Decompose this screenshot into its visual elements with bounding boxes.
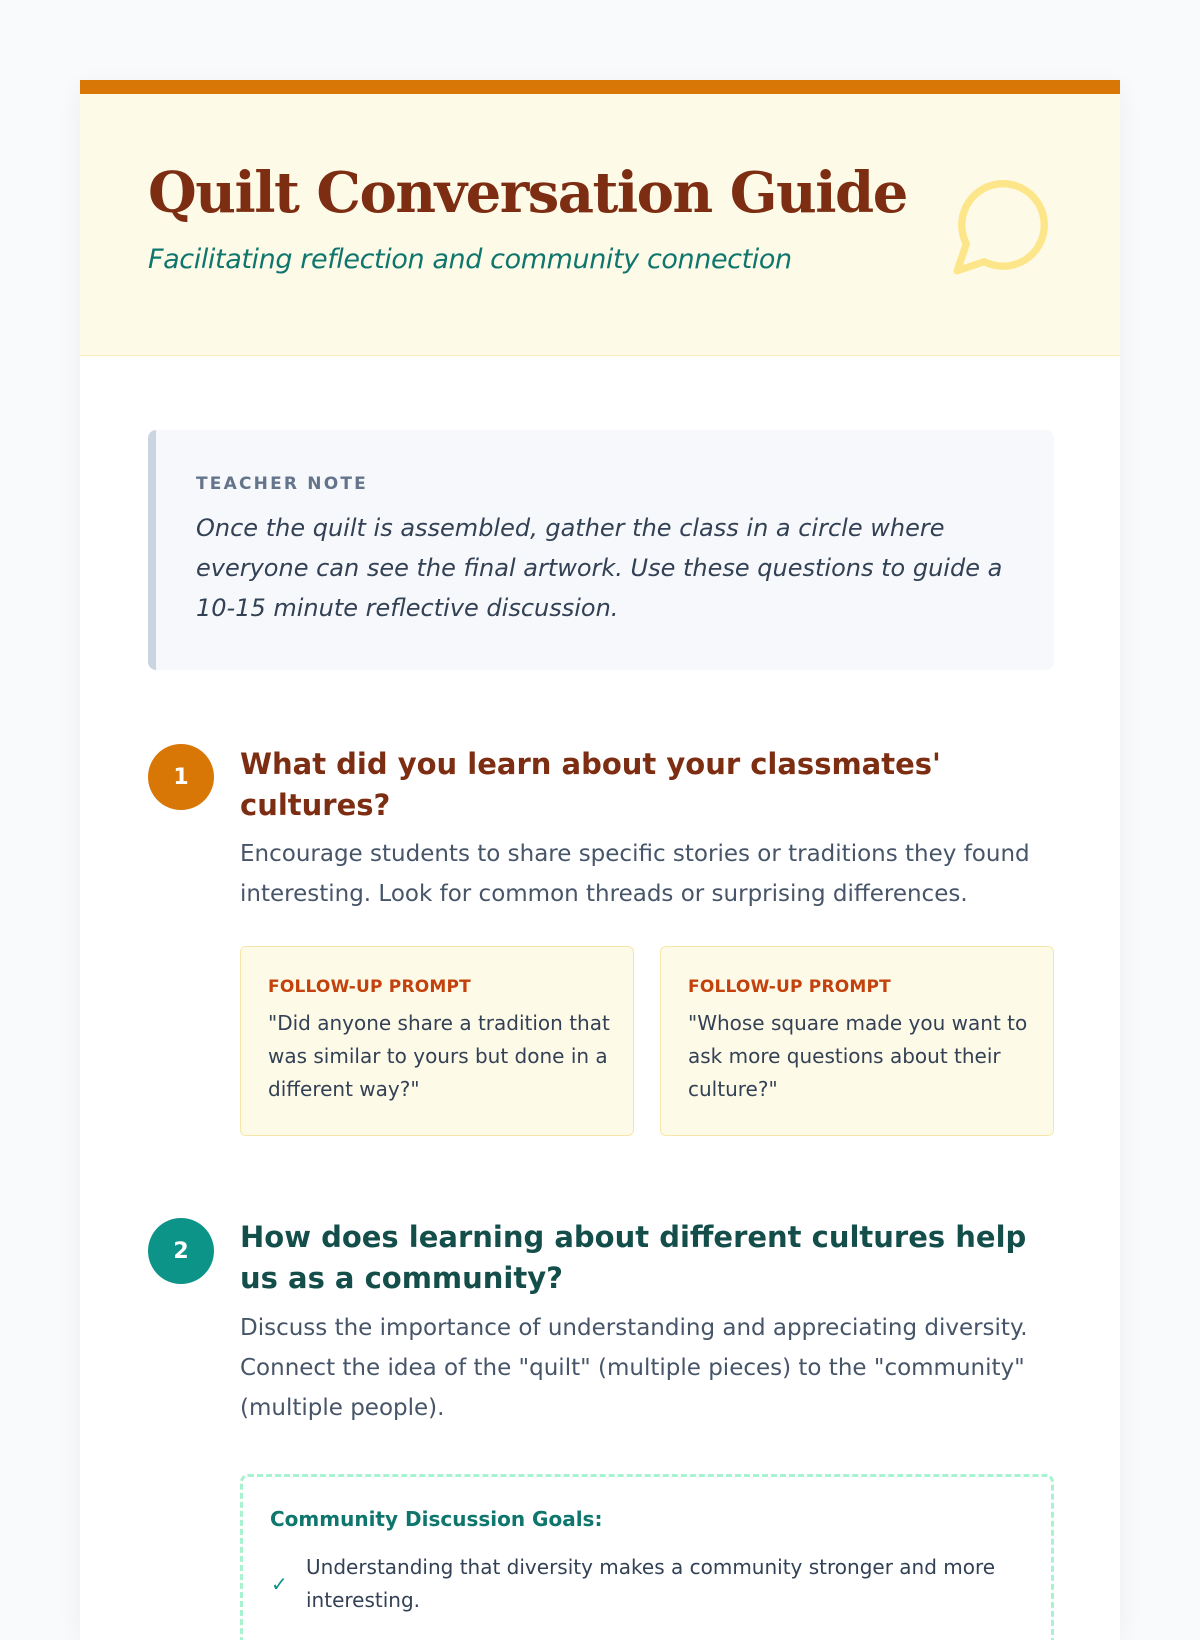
header <box>80 94 1120 356</box>
follow-up-prompt-label: FOLLOW-UP PROMPT <box>268 977 471 997</box>
question-title: How does learning about different cultures help us as a community? <box>240 1220 1027 1295</box>
question-number-badge: 1 <box>148 744 214 810</box>
teacher-note <box>148 430 1054 670</box>
follow-up-prompt-text: "Whose square made you want to ask more questions about their culture?" <box>688 1011 1028 1101</box>
guide-card <box>80 80 1120 1640</box>
page-title: Quilt Conversation Guide <box>148 160 907 226</box>
follow-up-prompt-card <box>660 946 1054 1136</box>
goal-item: Understanding that diversity makes a community stronger and more interesting. <box>306 1555 996 1612</box>
follow-up-prompt-text: "Did anyone share a tradition that was similar to yours but done in a different way?" <box>268 1011 610 1101</box>
community-goals-box <box>240 1474 1054 1640</box>
check-icon: ✓ <box>271 1572 288 1596</box>
question-description: Encourage students to share specific stories or traditions they found interesting. Look for common threads or surprising differences. <box>240 841 1030 907</box>
question-title: What did you learn about your classmates' cultures? <box>240 747 941 822</box>
teacher-note-text: Once the quilt is assembled, gather the class in a circle where everyone can see the final artwork. Use these questions to guide a 10-15 minute reflective discussion. <box>196 514 1003 622</box>
teacher-note-label: TEACHER NOTE <box>196 474 368 494</box>
goals-title: Community Discussion Goals: <box>270 1507 603 1531</box>
speech-bubble-icon <box>948 170 1058 280</box>
follow-up-prompt-label: FOLLOW-UP PROMPT <box>688 977 891 997</box>
follow-up-prompt-card <box>240 946 634 1136</box>
question-description: Discuss the importance of understanding and appreciating diversity. Connect the idea of the "quilt" (multiple pieces) to the "community" (multiple people). <box>240 1315 1028 1421</box>
page-subtitle: Facilitating reflection and community connection <box>148 244 792 275</box>
question-number-badge: 2 <box>148 1218 214 1284</box>
